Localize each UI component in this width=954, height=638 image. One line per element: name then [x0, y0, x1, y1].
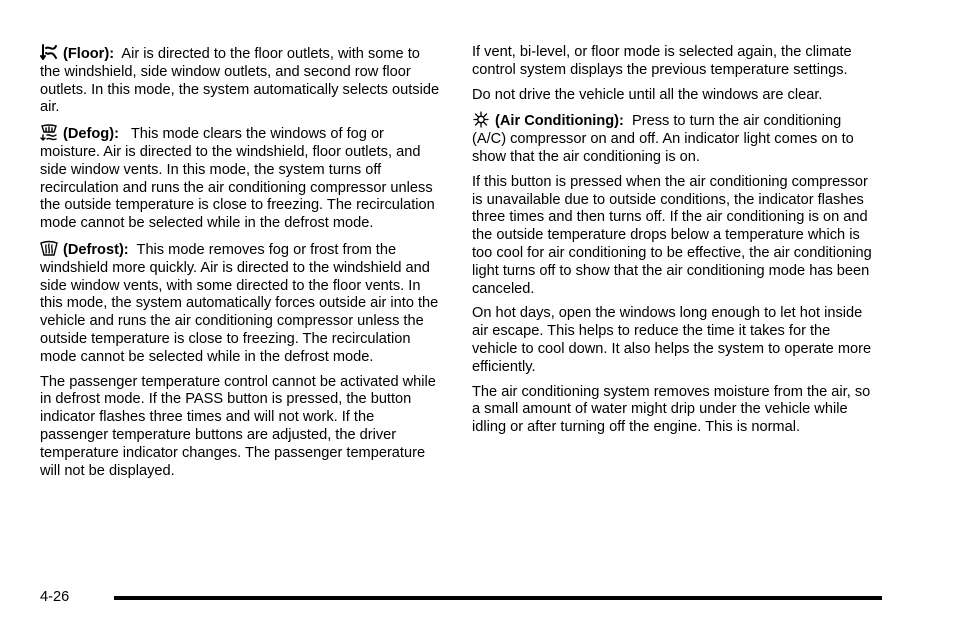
snowflake-icon: [472, 111, 490, 128]
footer-rule: [114, 596, 882, 600]
moisture-paragraph: The air conditioning system removes moisture from the air, so a small amount of water might drip under the vehicle while idling or after turning off the engine. This is normal.: [472, 383, 871, 436]
floor-term: (Floor):: [63, 46, 115, 62]
ac-text: Press to turn the air conditioning (A/C) compressor on and off. An indicator light comes on to show that the air conditioning is on.: [472, 113, 854, 165]
hot-days-paragraph: On hot days, open the windows long enough to let hot inside air escape. This helps to reduce the time it takes for the vehicle to cool down. It also helps the system to operate more efficiently.: [472, 305, 872, 375]
floor-mode-icon: [40, 44, 58, 61]
do-not-drive-paragraph: Do not drive the vehicle until all the windows are clear.: [472, 86, 823, 103]
floor-text: Air is directed to the floor outlets, with some to the windshield, side window outlets, and second row floor outlets. In this mode, the system automatically selects outside air.: [40, 46, 440, 116]
defog-term: (Defog):: [63, 126, 119, 143]
ac-paragraph: [472, 111, 876, 166]
defrost-term: (Defrost):: [63, 241, 129, 258]
defrost-text: This mode removes fog or frost from the windshield more quickly. Air is directed to the windshield and side window vents, with some directed to the floor vents. In this mode, the system automatically forces outside air into the vehicle and runs the air conditioning compressor unless the outside temperature is close to freezing. The recirculation mode cannot be selected while in the defrost mode.: [40, 241, 439, 365]
defrost-mode-icon: [40, 240, 58, 257]
passenger-note: The passenger temperature control cannot be activated while in defrost mode. If the PASS button is pressed, the button indicator flashes three times and will not work. If the passenger temperature buttons are adjusted, the driver temperature indicator changes. The passenger temperature will not be displayed.: [40, 373, 436, 479]
left-column: [40, 44, 444, 487]
ac-unavailable-paragraph: If this button is pressed when the air conditioning compressor is unavailable due to outside conditions, the indicator flashes three times and then turns off. If the air conditioning is on and the outside temperature drops below a temperature which is too cool for air conditioning to be effective, the air conditioning light turns off to show that the air conditioning mode has been canceled.: [472, 173, 872, 297]
ac-term: (Air Conditioning):: [495, 113, 624, 130]
defog-text: This mode clears the windows of fog or moisture. Air is directed to the windshield, floor outlets, and side window vents. In this mode, the system turns off recirculation and runs the air conditioning compressor unless the outside temperature is close to freezing. The recirculation mode cannot be selected while in the defrost mode.: [40, 126, 435, 232]
floor-paragraph: [40, 44, 444, 117]
defrost-paragraph: [40, 240, 444, 367]
defog-mode-icon: [40, 124, 58, 141]
page-number: 4-26: [40, 589, 70, 605]
right-column: [472, 44, 876, 444]
defog-paragraph: [40, 124, 444, 233]
mode-again-paragraph: If vent, bi-level, or floor mode is selected again, the climate control system displays the previous temperature settings.: [472, 44, 852, 78]
